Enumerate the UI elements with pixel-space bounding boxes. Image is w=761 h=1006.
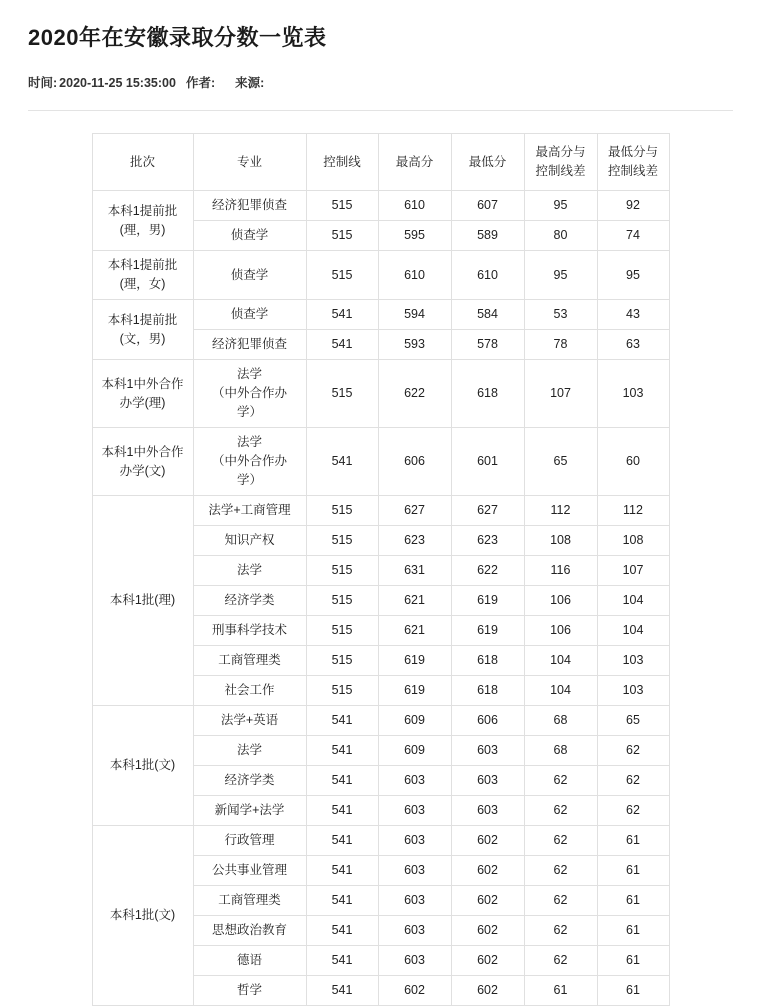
column-header-max-diff [524,134,597,191]
table-body [92,191,669,1006]
cell-max-score: 621 [378,616,451,646]
cell-control-line: 541 [306,330,378,360]
cell-min-diff: 103 [597,360,669,428]
cell-control-line: 515 [306,556,378,586]
meta-time [28,76,186,90]
cell-min-score: 622 [451,556,524,586]
meta-source [235,76,276,90]
cell-control-line: 515 [306,251,378,300]
cell-major-line3: 学） [236,473,262,487]
meta-time-label: 时间: [28,76,58,90]
cell-min-diff: 103 [597,676,669,706]
cell-max-score: 603 [378,916,451,946]
cell-batch [92,191,193,251]
cell-max-diff: 65 [524,428,597,496]
cell-batch [92,496,193,706]
cell-max-diff: 62 [524,796,597,826]
cell-batch-line1: 本科1中外合作 [101,376,184,391]
cell-batch-line1: 本科1中外合作 [101,444,184,459]
cell-major-line3: 学） [236,405,262,419]
cell-control-line: 541 [306,428,378,496]
cell-min-diff: 61 [597,886,669,916]
cell-major: 经济犯罪侦查 [193,191,306,221]
cell-max-diff: 106 [524,586,597,616]
cell-min-score: 602 [451,976,524,1006]
cell-min-score: 618 [451,360,524,428]
cell-max-score: 610 [378,251,451,300]
table-header [92,134,669,191]
cell-major-line2: （中外合作办 [211,454,287,468]
meta-author-label: 作者: [185,76,216,90]
cell-max-score: 623 [378,526,451,556]
cell-min-diff: 63 [597,330,669,360]
cell-min-diff: 95 [597,251,669,300]
cell-max-score: 602 [378,976,451,1006]
table-row [92,251,669,300]
cell-major: 侦查学 [193,251,306,300]
cell-major: 侦查学 [193,300,306,330]
cell-max-diff: 62 [524,946,597,976]
cell-min-diff: 43 [597,300,669,330]
cell-batch-line2: 办学(文) [119,463,166,478]
cell-major: 经济学类 [193,766,306,796]
table-row [92,428,669,496]
cell-control-line: 541 [306,796,378,826]
cell-max-diff: 112 [524,496,597,526]
cell-major-line2: （中外合作办 [211,386,287,400]
article-header [0,0,761,92]
cell-min-diff: 61 [597,856,669,886]
cell-batch-line2: (文，男) [119,331,166,346]
cell-control-line: 515 [306,191,378,221]
cell-major: 新闻学+法学 [193,796,306,826]
cell-min-diff: 65 [597,706,669,736]
cell-batch-line1: 本科1批(文) [109,908,176,922]
cell-max-diff: 106 [524,616,597,646]
cell-max-diff: 61 [524,976,597,1006]
cell-min-score: 602 [451,886,524,916]
cell-control-line: 541 [306,736,378,766]
cell-batch [92,360,193,428]
cell-major: 法学 [193,556,306,586]
cell-max-diff: 116 [524,556,597,586]
cell-control-line: 541 [306,916,378,946]
cell-batch-line1: 本科1批(理) [109,593,176,607]
cell-max-score: 594 [378,300,451,330]
cell-batch [92,706,193,826]
cell-major: 哲学 [193,976,306,1006]
cell-min-score: 606 [451,706,524,736]
score-table-container [0,111,761,1006]
cell-min-diff: 61 [597,826,669,856]
table-row [92,706,669,736]
cell-batch-line1: 本科1提前批 [107,312,178,327]
cell-max-diff: 62 [524,856,597,886]
cell-major: 社会工作 [193,676,306,706]
cell-max-score: 631 [378,556,451,586]
cell-control-line: 541 [306,886,378,916]
cell-max-diff: 62 [524,916,597,946]
table-row [92,191,669,221]
cell-max-diff: 95 [524,251,597,300]
cell-major: 思想政治教育 [193,916,306,946]
column-header-min-diff-line2: 控制线差 [607,164,658,178]
article-meta [28,74,733,92]
cell-control-line: 515 [306,526,378,556]
cell-control-line: 541 [306,706,378,736]
cell-major: 侦查学 [193,221,306,251]
cell-min-diff: 62 [597,736,669,766]
cell-major: 德语 [193,946,306,976]
cell-control-line: 515 [306,496,378,526]
cell-control-line: 515 [306,646,378,676]
cell-min-score: 602 [451,856,524,886]
cell-major: 刑事科学技术 [193,616,306,646]
column-header-max-diff-line1: 最高分与 [535,145,586,159]
cell-control-line: 515 [306,676,378,706]
cell-control-line: 515 [306,616,378,646]
cell-control-line: 541 [306,976,378,1006]
cell-min-score: 618 [451,676,524,706]
cell-min-score: 607 [451,191,524,221]
cell-control-line: 541 [306,946,378,976]
cell-major: 知识产权 [193,526,306,556]
cell-min-diff: 107 [597,556,669,586]
cell-max-score: 603 [378,796,451,826]
cell-min-diff: 103 [597,646,669,676]
cell-min-score: 589 [451,221,524,251]
cell-major: 法学+英语 [193,706,306,736]
cell-max-score: 593 [378,330,451,360]
cell-min-score: 584 [451,300,524,330]
cell-batch [92,300,193,360]
cell-min-diff: 61 [597,976,669,1006]
cell-max-score: 609 [378,736,451,766]
cell-control-line: 541 [306,300,378,330]
cell-batch-line2: (理，女) [119,277,166,291]
cell-batch [92,826,193,1006]
cell-major: 工商管理类 [193,646,306,676]
cell-max-score: 619 [378,676,451,706]
cell-min-score: 619 [451,586,524,616]
cell-max-score: 621 [378,586,451,616]
table-header-row [92,134,669,191]
cell-min-score: 619 [451,616,524,646]
meta-author [186,76,227,90]
cell-max-diff: 53 [524,300,597,330]
admission-score-table [92,133,670,1006]
cell-max-diff: 104 [524,676,597,706]
cell-control-line: 515 [306,586,378,616]
cell-max-score: 603 [378,826,451,856]
column-header-major: 专业 [193,134,306,191]
cell-min-diff: 112 [597,496,669,526]
column-header-control-line: 控制线 [306,134,378,191]
cell-batch-line1: 本科1提前批 [107,258,178,272]
cell-max-diff: 78 [524,330,597,360]
cell-max-diff: 62 [524,766,597,796]
cell-min-score: 602 [451,916,524,946]
meta-source-label: 来源: [235,76,265,90]
column-header-min-score: 最低分 [451,134,524,191]
page-title: 2020年在安徽录取分数一览表 [28,25,327,50]
cell-min-score: 603 [451,736,524,766]
cell-min-score: 627 [451,496,524,526]
cell-min-diff: 62 [597,796,669,826]
table-row [92,300,669,330]
cell-major: 经济学类 [193,586,306,616]
cell-max-score: 627 [378,496,451,526]
cell-max-score: 606 [378,428,451,496]
cell-min-diff: 74 [597,221,669,251]
cell-batch-line2: 办学(理) [119,395,166,410]
cell-max-score: 603 [378,886,451,916]
cell-batch [92,251,193,300]
cell-max-diff: 68 [524,736,597,766]
cell-max-score: 609 [378,706,451,736]
cell-min-diff: 61 [597,916,669,946]
cell-max-diff: 62 [524,826,597,856]
cell-control-line: 541 [306,766,378,796]
cell-min-score: 578 [451,330,524,360]
cell-min-diff: 104 [597,586,669,616]
cell-major: 公共事业管理 [193,856,306,886]
cell-max-score: 619 [378,646,451,676]
cell-max-score: 595 [378,221,451,251]
cell-min-diff: 104 [597,616,669,646]
cell-max-diff: 104 [524,646,597,676]
cell-max-diff: 62 [524,886,597,916]
cell-min-score: 602 [451,826,524,856]
cell-min-score: 618 [451,646,524,676]
cell-max-diff: 108 [524,526,597,556]
cell-max-score: 603 [378,766,451,796]
cell-max-diff: 68 [524,706,597,736]
cell-max-score: 622 [378,360,451,428]
cell-major: 经济犯罪侦查 [193,330,306,360]
cell-batch-line1: 本科1批(文) [109,758,176,772]
cell-max-score: 603 [378,946,451,976]
column-header-min-diff [597,134,669,191]
cell-min-diff: 108 [597,526,669,556]
table-row [92,360,669,428]
column-header-batch: 批次 [92,134,193,191]
cell-min-score: 603 [451,766,524,796]
column-header-max-diff-line2: 控制线差 [535,164,586,178]
cell-major-line1: 法学 [236,367,262,381]
cell-batch-line2: (理，男) [119,222,166,237]
table-row [92,496,669,526]
cell-max-diff: 80 [524,221,597,251]
cell-control-line: 515 [306,221,378,251]
cell-major: 行政管理 [193,826,306,856]
cell-max-diff: 95 [524,191,597,221]
cell-min-diff: 60 [597,428,669,496]
cell-min-score: 602 [451,946,524,976]
cell-control-line: 541 [306,856,378,886]
cell-major [193,428,306,496]
cell-major-line1: 法学 [236,435,262,449]
cell-control-line: 515 [306,360,378,428]
cell-min-score: 623 [451,526,524,556]
cell-max-score: 610 [378,191,451,221]
table-row [92,826,669,856]
cell-control-line: 541 [306,826,378,856]
cell-min-diff: 62 [597,766,669,796]
cell-major: 工商管理类 [193,886,306,916]
cell-min-diff: 92 [597,191,669,221]
cell-max-diff: 107 [524,360,597,428]
cell-max-score: 603 [378,856,451,886]
cell-major: 法学+工商管理 [193,496,306,526]
cell-min-diff: 61 [597,946,669,976]
cell-batch [92,428,193,496]
cell-min-score: 610 [451,251,524,300]
cell-major [193,360,306,428]
cell-min-score: 603 [451,796,524,826]
cell-min-score: 601 [451,428,524,496]
cell-major: 法学 [193,736,306,766]
cell-batch-line1: 本科1提前批 [107,203,178,218]
column-header-min-diff-line1: 最低分与 [607,145,658,159]
meta-time-value: 2020-11-25 15:35:00 [59,76,176,90]
column-header-max-score: 最高分 [378,134,451,191]
